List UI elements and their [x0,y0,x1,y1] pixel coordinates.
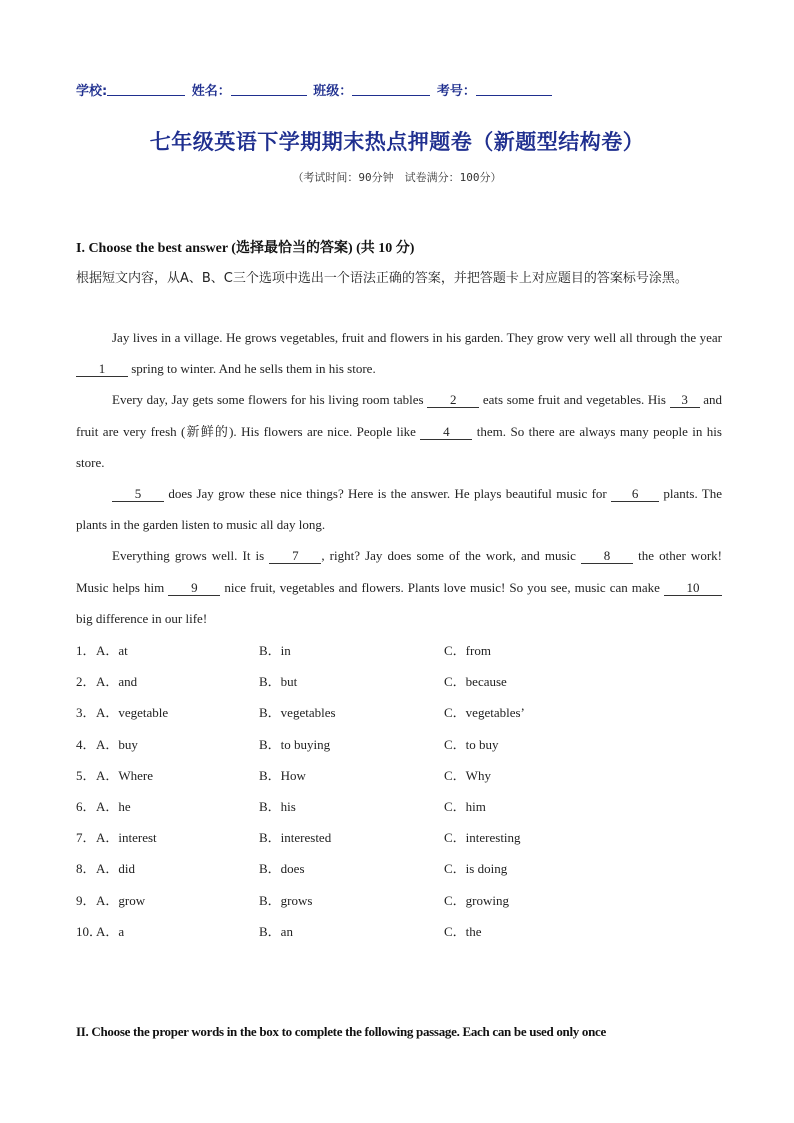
exam-subtitle: （考试时间：90分钟 试卷满分：100分） [292,171,502,184]
passage-paragraph: Every day, Jay gets some flowers for his living room tables 2 eats some fruit and vegetables. His 3 and fruit are very fresh (新鲜的). His flowers are nice. People like 4 them. So there are always many people in his store. [76,392,722,470]
section-1-heading: I. Choose the best answer (选择最恰当的答案) (共 10 分) [76,241,415,256]
option-c[interactable]: C．Why [444,767,491,783]
question-row [76,730,722,761]
option-b[interactable]: B．in [259,643,291,658]
class-label: 班级： [313,84,353,99]
option-b[interactable]: B．to buying [259,736,331,752]
exam-number-blank[interactable] [476,83,552,96]
school-label: 学校: [76,84,108,99]
question-number: 6． [76,798,96,814]
question-row [76,667,722,698]
option-b[interactable]: B．How [259,767,306,783]
option-a[interactable]: A．Where [96,767,154,783]
option-a[interactable]: A．he [96,798,131,814]
question-number: 9． [76,892,96,908]
student-info-line [76,80,552,99]
question-number: 3． [76,705,96,721]
exam-number-label: 考号： [436,84,476,99]
question-number: 4． [76,736,96,752]
question-number: 7． [76,830,96,846]
option-b[interactable]: B．interested [259,830,332,846]
question-row [76,854,722,885]
name-blank[interactable] [231,83,307,96]
option-c[interactable]: C．the [444,923,482,939]
option-b[interactable]: B．vegetables [259,705,336,721]
page-title: 七年级英语下学期期末热点押题卷（新题型结构卷） [149,130,645,154]
question-number: 1． [76,643,96,658]
passage-paragraph: 5 does Jay grow these nice things? Here is the answer. He plays beautiful music for 6 plants. The plants in the garden listen to music all day long. [76,486,722,533]
option-c[interactable]: C．growing [444,892,510,908]
section-1-instruction: 根据短文内容，从A、B、C三个选项中选出一个语法正确的答案，并把答题卡上对应题目的答案标号涂黑。 [76,271,688,286]
blank-10[interactable]: 10 [664,581,722,596]
answer-options [76,636,722,948]
option-b[interactable]: B．does [259,861,305,877]
option-b[interactable]: B．his [259,798,296,814]
question-row [76,917,722,948]
option-c[interactable]: C．because [444,674,507,690]
option-c[interactable]: C．vegetables’ [444,705,525,721]
option-b[interactable]: B．but [259,674,298,690]
option-a[interactable]: A．buy [96,736,138,752]
option-a[interactable]: A．and [96,674,138,690]
blank-3[interactable]: 3 [670,393,700,408]
cloze-passage [76,322,722,634]
question-row [76,761,722,792]
option-a[interactable]: A．interest [96,830,157,846]
section-2-heading: II. Choose the proper words in the box to complete the following passage. Each can be used only once [76,1024,606,1039]
passage-paragraph: Everything grows well. It is 7 , right? Jay does some of the work, and music 8 the other work! Music helps him 9 nice fruit, vegetables and flowers. Plants love music! So you see, music can make 10 big difference in our life! [76,548,722,626]
blank-5[interactable]: 5 [112,487,164,502]
question-row [76,636,722,667]
blank-6[interactable]: 6 [611,487,659,502]
question-row [76,886,722,917]
option-c[interactable]: C．is doing [444,861,508,877]
school-blank[interactable] [107,83,185,96]
passage-paragraph: Jay lives in a village. He grows vegetables, fruit and flowers in his garden. They grow very well all through the year 1 spring to winter. And he sells them in his store. [76,322,722,384]
option-c[interactable]: C．to buy [444,736,499,752]
blank-7[interactable]: 7 [269,549,321,564]
blank-4[interactable]: 4 [420,425,472,440]
question-number: 5． [76,767,96,783]
question-number: 8． [76,861,96,877]
option-a[interactable]: A．grow [96,892,146,908]
option-c[interactable]: C．from [444,643,491,658]
option-a[interactable]: A．vegetable [96,705,169,721]
option-b[interactable]: B．grows [259,892,313,908]
question-row [76,823,722,854]
option-c[interactable]: C．interesting [444,830,521,846]
option-a[interactable]: A．did [96,861,136,877]
class-blank[interactable] [352,83,430,96]
question-row [76,792,722,823]
blank-9[interactable]: 9 [168,581,220,596]
question-number: 2． [76,674,96,690]
name-label: 姓名： [191,84,231,99]
option-a[interactable]: A．at [96,643,128,658]
option-b[interactable]: B．an [259,923,293,939]
blank-1[interactable]: 1 [76,362,128,377]
question-row [76,698,722,729]
question-number: 10． [76,923,103,939]
blank-2[interactable]: 2 [427,393,479,408]
option-a[interactable]: A．a [96,923,125,939]
blank-8[interactable]: 8 [581,549,633,564]
option-c[interactable]: C．him [444,798,486,814]
